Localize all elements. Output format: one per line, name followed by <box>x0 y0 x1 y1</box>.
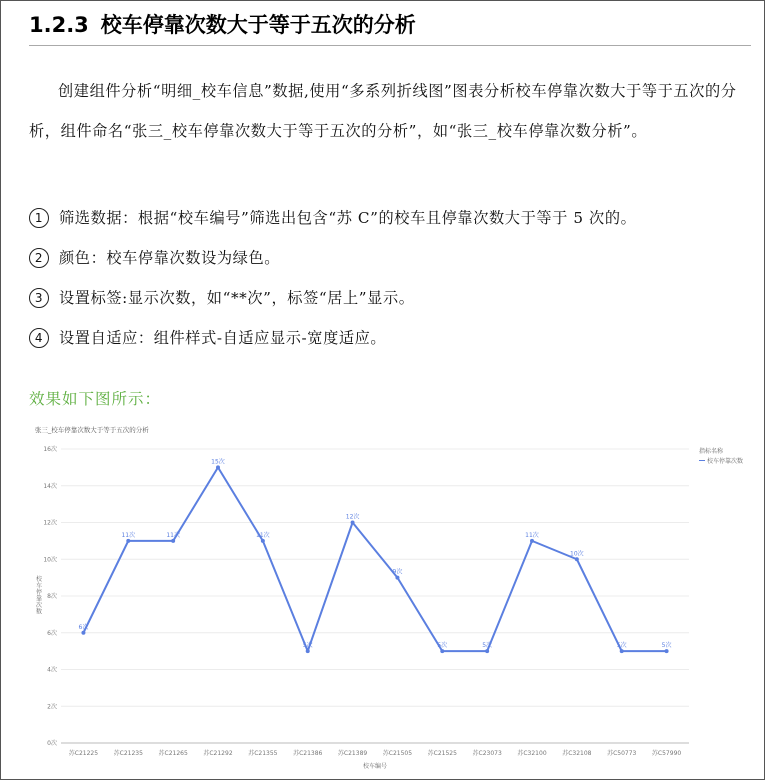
heading-divider <box>29 45 751 46</box>
step-marker: 4 <box>29 328 49 348</box>
step-text: 颜色：校车停靠次数设为绿色。 <box>59 249 281 267</box>
data-point <box>351 521 355 525</box>
line-chart <box>29 421 751 773</box>
section-heading <box>29 9 416 39</box>
x-tick-label: 苏C21265 <box>158 750 188 757</box>
y-tick-label: 0次 <box>47 740 57 747</box>
data-point <box>575 557 579 561</box>
x-tick-label: 苏C21355 <box>248 750 278 757</box>
step-text: 筛选数据：根据“校车编号”筛选出包含“苏 C”的校车且停靠次数大于等于 5 次的。 <box>59 209 637 227</box>
x-tick-label: 苏C21292 <box>203 750 233 757</box>
data-label: 11次 <box>121 531 136 539</box>
y-tick-label: 12次 <box>43 519 57 527</box>
x-tick-label: 苏C21389 <box>337 750 368 757</box>
x-axis-label: 校车编号 <box>362 763 388 770</box>
legend-title: 指标名称 <box>699 448 724 455</box>
data-label: 5次 <box>437 642 448 650</box>
step-4 <box>29 327 386 348</box>
data-label: 5次 <box>302 642 313 650</box>
data-point <box>126 539 130 543</box>
x-tick-label: 苏C21505 <box>382 750 413 757</box>
data-point <box>261 539 265 543</box>
data-label: 11次 <box>256 531 270 539</box>
y-tick-label: 4次 <box>47 666 57 674</box>
step-1 <box>29 207 636 228</box>
data-point <box>395 576 399 580</box>
legend-item[interactable] <box>699 456 743 465</box>
x-tick-label: 苏C21235 <box>113 750 143 757</box>
data-point <box>216 465 220 469</box>
section-number: 1.2.3 <box>29 13 89 37</box>
section-title: 校车停靠次数大于等于五次的分析 <box>100 13 416 37</box>
data-point <box>306 649 310 653</box>
data-point <box>171 539 175 543</box>
data-label: 9次 <box>392 568 403 576</box>
step-marker: 1 <box>29 208 49 228</box>
data-label: 11次 <box>166 531 180 539</box>
data-point <box>81 631 85 635</box>
effect-caption: 效果如下图所示： <box>29 390 162 408</box>
y-tick-label: 14次 <box>43 482 57 490</box>
x-tick-label: 苏C23073 <box>472 750 502 757</box>
x-tick-label: 苏C57990 <box>651 750 682 757</box>
x-tick-label: 苏C50773 <box>607 750 637 757</box>
step-text: 设置标签:显示次数，如“**次”，标签“居上”显示。 <box>59 289 415 307</box>
data-label: 12次 <box>345 513 360 521</box>
data-label: 10次 <box>570 550 584 558</box>
chart-title: 张三_校车停靠次数大于等于五次的分析 <box>35 426 149 434</box>
step-3 <box>29 287 415 308</box>
data-point <box>485 649 489 653</box>
data-label: 5次 <box>482 642 493 650</box>
data-point <box>440 649 444 653</box>
y-tick-label: 6次 <box>47 629 57 637</box>
step-marker: 2 <box>29 248 49 268</box>
y-tick-label: 10次 <box>43 556 57 564</box>
data-label: 5次 <box>661 642 672 650</box>
y-axis-label: 校车停靠次数 <box>35 576 43 616</box>
data-label: 5次 <box>616 642 627 650</box>
step-marker: 3 <box>29 288 49 308</box>
x-tick-label: 苏C32100 <box>517 750 547 757</box>
x-tick-label: 苏C21225 <box>68 750 99 757</box>
y-tick-label: 16次 <box>43 446 57 453</box>
x-tick-label: 苏C32108 <box>562 750 592 757</box>
x-tick-label: 苏C21525 <box>427 750 457 757</box>
step-2 <box>29 247 280 268</box>
y-tick-label: 2次 <box>47 703 57 711</box>
y-tick-label: 8次 <box>47 593 57 600</box>
intro-paragraph: 创建组件分析“明细_校车信息”数据,使用“多系列折线图”图表分析校车停靠次数大于等于五次的分析，组件命名“张三_校车停靠次数大于等于五次的分析”，如“张三_校车停靠次数分析”。 <box>29 82 737 140</box>
data-point <box>620 649 624 653</box>
chart-canvas <box>29 421 751 773</box>
data-label: 15次 <box>211 458 225 466</box>
data-point <box>530 539 534 543</box>
legend-label: 校车停靠次数 <box>707 458 744 465</box>
data-label: 6次 <box>78 623 89 631</box>
data-label: 11次 <box>525 531 539 539</box>
x-tick-label: 苏C21386 <box>293 750 323 757</box>
data-point <box>665 649 669 653</box>
legend-swatch <box>699 460 705 461</box>
step-text: 设置自适应：组件样式-自适应显示-宽度适应。 <box>59 329 387 347</box>
